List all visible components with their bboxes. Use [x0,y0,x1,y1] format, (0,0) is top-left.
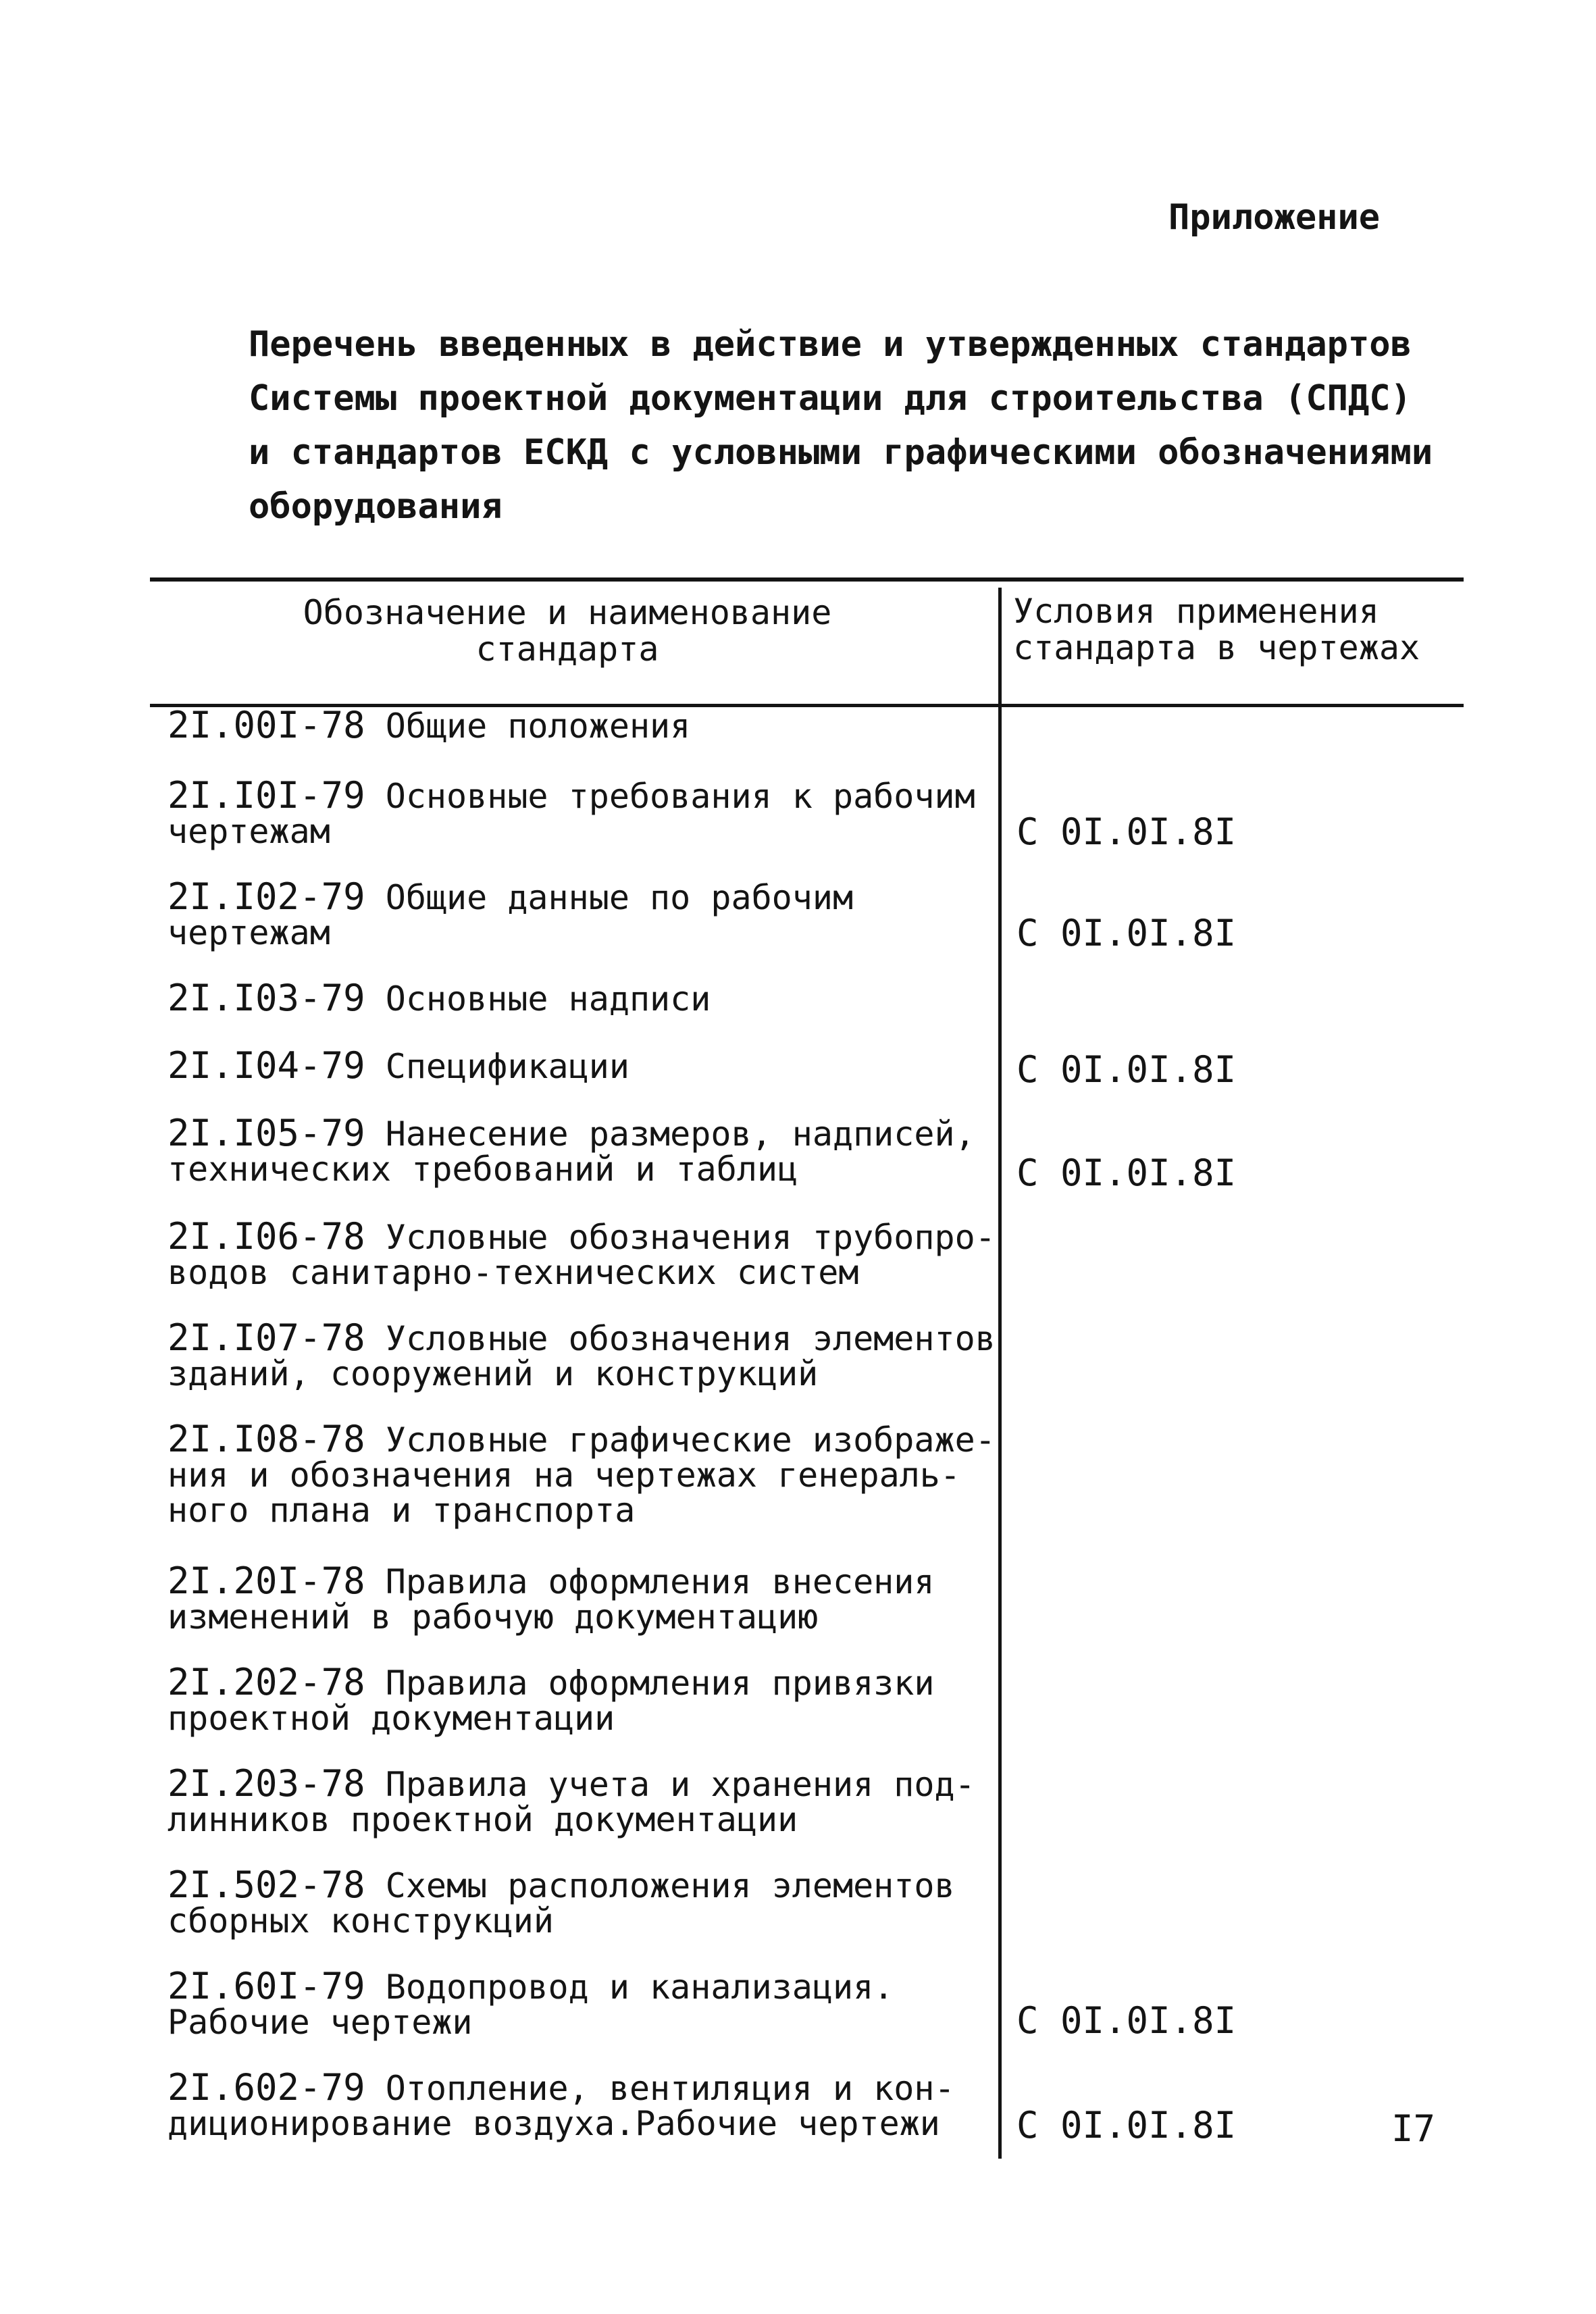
table-row [168,1863,995,1940]
table-row [168,1215,996,1292]
heading-line: Перечень введенных в действие и утвержденных стандартов [249,324,1412,365]
standard-title-line [168,1418,996,1460]
standard-title-text: чертежам [168,913,330,952]
standard-condition: С 0I.0I.8I [1016,1152,1237,1194]
standard-description [168,1762,995,1839]
standard-code: 2I.I07-78 [168,1316,365,1359]
standard-code: 2I.20I-78 [168,1560,365,1602]
standard-title-text: чертежам [168,812,330,851]
standard-title-line [168,1903,995,1938]
standard-code: 2I.203-78 [168,1762,365,1805]
table-column-divider [998,588,1002,2159]
standard-description [168,1418,996,1530]
standard-code: 2I.I02-79 [168,875,365,918]
standard-description [168,1863,995,1940]
standard-title-text: Рабочие чертежи [168,2003,473,2042]
standard-title-line [168,1458,995,1493]
standard-title-line [168,1152,995,1187]
standard-description [168,1044,995,1087]
standard-title-line [168,1560,995,1602]
standard-title-line [168,1599,995,1635]
table-row [168,704,995,746]
standard-condition: С 0I.0I.8I [1016,811,1237,853]
standard-condition: С 0I.0I.8I [1016,1048,1237,1091]
standard-title-text: проектной документации [168,1699,615,1738]
table-row [168,774,995,851]
table-row [168,875,995,952]
standard-title-text: зданий, сооружений и конструкций [168,1354,819,1393]
standard-title-line [168,1356,995,1391]
header-line: Условия применения [1013,592,1379,631]
standard-title-text: Правила оформления внесения [385,1562,935,1601]
standard-description [168,1215,996,1292]
table-row [168,1316,996,1393]
standard-title-line [168,977,995,1019]
header-line: стандарта в чертежах [1013,628,1420,667]
standard-title-text: сборных конструкций [168,1901,554,1940]
standard-title-line [168,1661,995,1703]
standard-title-text: Спецификации [385,1047,629,1086]
standard-title-line [168,1255,995,1290]
standard-description [168,1560,995,1637]
standard-title-text: Общие положения [385,706,691,746]
standard-title-line [168,1215,996,1258]
standard-code: 2I.I05-79 [168,1112,365,1154]
standard-title-line [168,2066,995,2109]
standard-title-text: Условные обозначения элементов [385,1319,996,1358]
standard-description [168,875,995,952]
standard-description [168,1112,995,1189]
standard-code: 2I.602-79 [168,2066,365,2109]
header-designation [189,594,946,667]
standard-title-text: ного плана и транспорта [168,1491,636,1530]
heading-line: Системы проектной документации для строительства (СПДС) [249,378,1412,419]
standard-title-text: диционирование воздуха.Рабочие чертежи [168,2104,940,2143]
standard-title-line [168,1863,995,1906]
standard-title-text: Условные графические изображе- [385,1420,996,1460]
standard-title-line [168,1701,995,1736]
table-row [168,977,995,1019]
standard-code: 2I.I08-78 [168,1418,365,1460]
standard-description [168,1965,995,2042]
standard-code: 2I.I04-79 [168,1044,365,1087]
standard-code: 2I.I0I-79 [168,774,365,817]
standard-title-text: Схемы расположения элементов [385,1866,955,1905]
heading-line: оборудования [249,486,503,527]
standard-title-text: Нанесение размеров, надписей, [385,1114,975,1154]
standard-title-text: линников проектной документации [168,1800,798,1839]
table-top-rule [150,577,1464,582]
standard-title-line [168,774,995,817]
standard-code: 2I.202-78 [168,1661,365,1703]
table-row [168,1112,995,1189]
heading-line: и стандартов ЕСКД с условными графическими обозначениями [249,432,1433,473]
standard-title-text: изменений в рабочую документацию [168,1597,819,1637]
standard-description [168,2066,995,2143]
standard-title-line [168,2005,995,2040]
standard-title-line [168,1112,995,1154]
table-row [168,1762,995,1839]
standard-title-text: Правила оформления привязки [385,1664,935,1703]
standard-title-text: Общие данные по рабочим [385,878,854,917]
standard-title-text: Основные требования к рабочим [385,777,975,816]
standard-title-line [168,1044,995,1087]
standard-code: 2I.60I-79 [168,1965,365,2007]
table-row [168,1560,995,1637]
standard-title-line [168,915,995,950]
standard-title-text: водов санитарно-технических систем [168,1253,859,1292]
standard-description [168,1316,996,1393]
header-line: Обозначение и наименование [303,593,832,632]
page-number: I7 [1391,2107,1436,2150]
standard-title-text: Водопровод и канализация. [385,1968,894,2007]
standard-description [168,977,995,1019]
standard-title-line [168,1802,995,1837]
standard-title-text: Основные надписи [385,979,711,1019]
table-row [168,1044,995,1087]
standard-title-text: ния и обозначения на чертежах генераль- [168,1456,960,1495]
standard-title-text: Правила учета и хранения под- [385,1765,975,1804]
standard-condition: С 0I.0I.8I [1016,1999,1237,2042]
standard-title-line [168,2106,995,2141]
table-row [168,1965,995,2042]
standard-condition: С 0I.0I.8I [1016,912,1237,954]
standard-title-line [168,814,995,849]
standard-title-line [168,1965,995,2007]
standard-title-line [168,875,995,918]
table-row [168,1661,995,1738]
standard-title-text: Условные обозначения трубопро- [385,1218,996,1257]
standard-code: 2I.00I-78 [168,704,365,746]
header-line: стандарта [475,629,659,669]
document-heading [249,317,1451,534]
standard-condition: С 0I.0I.8I [1016,2104,1237,2146]
standard-title-text: Отопление, вентиляция и кон- [385,2069,955,2108]
standard-title-line [168,1493,995,1528]
standard-description [168,774,995,851]
table-row [168,2066,995,2143]
standard-code: 2I.I06-78 [168,1215,365,1258]
standard-description [168,1661,995,1738]
standard-description [168,704,995,746]
standard-code: 2I.502-78 [168,1863,365,1906]
standard-title-text: технических требований и таблиц [168,1150,798,1189]
header-conditions [1013,593,1445,666]
appendix-label: Приложение [1168,197,1381,238]
table-row [168,1418,996,1530]
standard-code: 2I.I03-79 [168,977,365,1019]
standard-title-line [168,1316,996,1359]
standard-title-line [168,1762,995,1805]
standard-title-line [168,704,995,746]
